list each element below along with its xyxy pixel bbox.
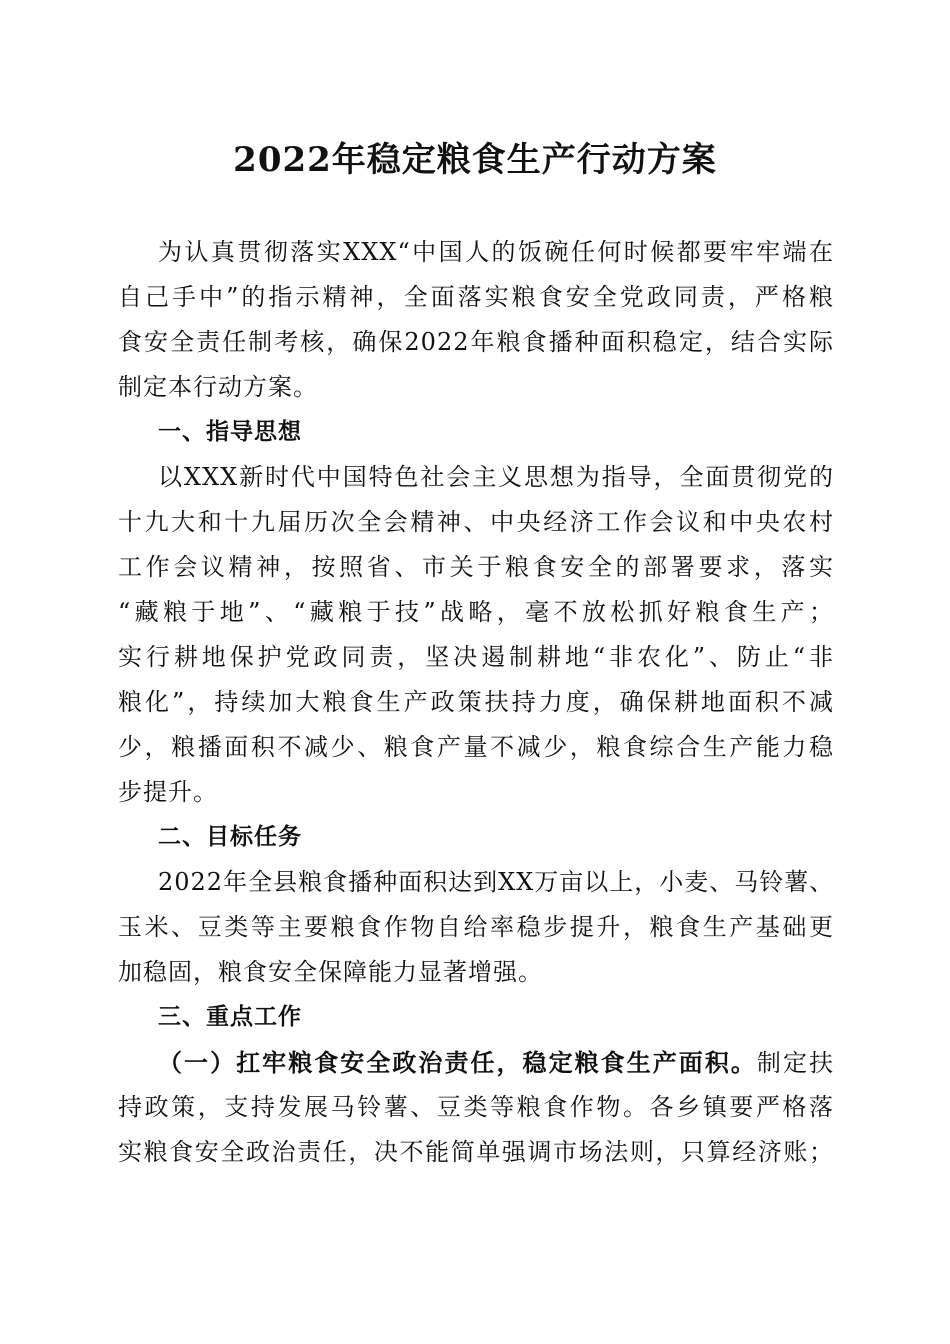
paragraph-line: 制定本行动方案。 bbox=[118, 373, 318, 401]
paragraph-line: 实行耕地保护党政同责，坚决遏制耕地“非农化”、防止“非 bbox=[118, 643, 834, 671]
paragraph-line: 玉米、豆类等主要粮食作物自给率稳步提升，粮食生产基础更 bbox=[118, 913, 834, 941]
paragraph-line: 持政策，支持发展马铃薯、豆类等粮食作物。各乡镇要严格落 bbox=[118, 1093, 834, 1121]
section-heading: 二、目标任务 bbox=[158, 824, 302, 850]
subsection-title: （一）扛牢粮食安全政治责任，稳定粮食生产面积。 bbox=[158, 1048, 757, 1077]
section-guiding-ideology bbox=[118, 410, 834, 815]
paragraph-line: 为认真贯彻落实XXX“中国人的饭碗任何时候都要牢牢端在 bbox=[158, 238, 834, 266]
paragraph-line bbox=[118, 1040, 834, 1085]
document-title: 2022年稳定粮食生产行动方案 bbox=[233, 140, 717, 180]
paragraph-line: 实粮食安全政治责任，决不能简单强调市场法则，只算经济账； bbox=[118, 1138, 834, 1166]
paragraph-text: 制定扶 bbox=[756, 1049, 835, 1077]
paragraph-line: 2022年全县粮食播种面积达到XX万亩以上，小麦、马铃薯、 bbox=[158, 868, 835, 896]
paragraph-line: 食安全责任制考核，确保2022年粮食播种面积稳定，结合实际 bbox=[118, 328, 834, 356]
section-target-tasks bbox=[118, 815, 834, 995]
paragraph-line: 少，粮播面积不减少、粮食产量不减少，粮食综合生产能力稳 bbox=[118, 733, 834, 761]
paragraph-line: 粮化”，持续加大粮食生产政策扶持力度，确保耕地面积不减 bbox=[118, 688, 834, 716]
paragraph-line: 加稳固，粮食安全保障能力显著增强。 bbox=[118, 958, 543, 986]
paragraph-line: “藏粮于地”、“藏粮于技”战略，毫不放松抓好粮食生产； bbox=[118, 598, 834, 626]
paragraph-line: 以XXX新时代中国特色社会主义思想为指导，全面贯彻党的 bbox=[158, 463, 834, 491]
section-heading: 一、指导思想 bbox=[158, 419, 302, 445]
paragraph-line: 自己手中”的指示精神，全面落实粮食安全党政同责，严格粮 bbox=[118, 283, 834, 311]
paragraph-line: 步提升。 bbox=[118, 778, 218, 806]
document-body bbox=[118, 230, 834, 1175]
intro-paragraph bbox=[118, 230, 834, 410]
paragraph-line: 十九大和十九届历次全会精神、中央经济工作会议和中央农村 bbox=[118, 508, 834, 536]
section-key-work bbox=[118, 995, 834, 1175]
paragraph-line: 工作会议精神，按照省、市关于粮食安全的部署要求，落实 bbox=[118, 553, 834, 581]
section-heading: 三、重点工作 bbox=[158, 1004, 302, 1030]
